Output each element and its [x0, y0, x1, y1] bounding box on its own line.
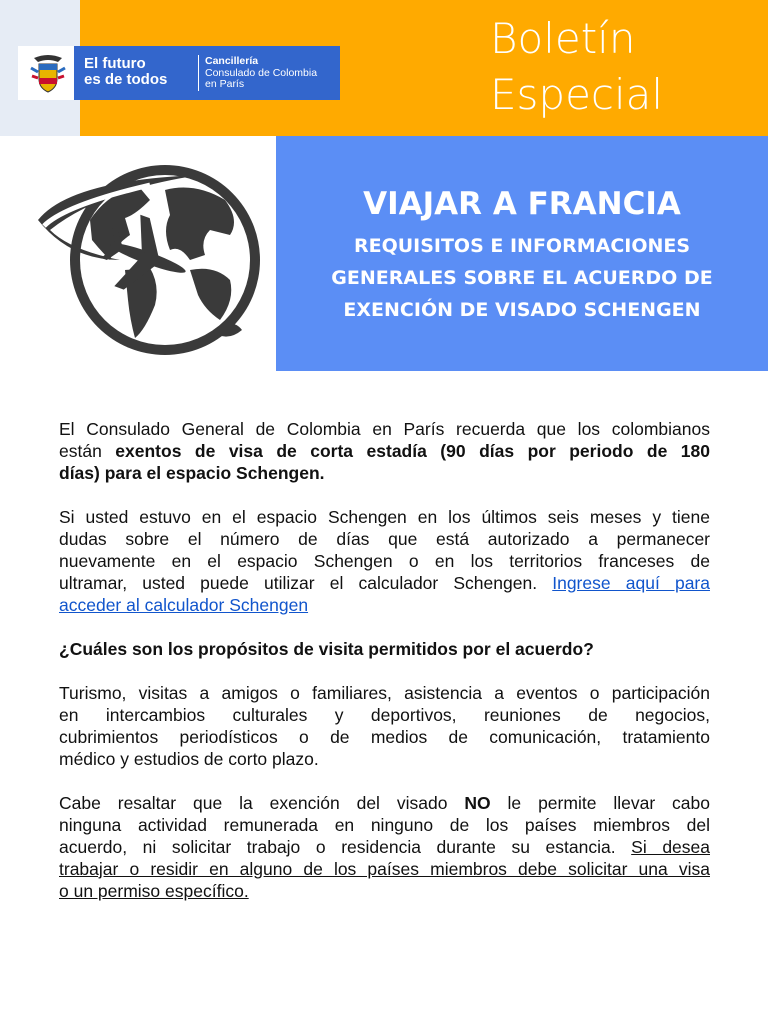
gov-slogan-line2: es de todos	[84, 71, 168, 88]
banner-subtitle-line1: REQUISITOS E INFORMACIONES	[353, 235, 691, 257]
text-segment: ultramar, usted puede utilizar el calculador Schengen.	[59, 573, 538, 593]
globe-airplane-icon	[30, 160, 280, 360]
section-question	[59, 638, 710, 660]
divider	[198, 55, 199, 91]
text-line: ninguna actividad remunerada en ninguno de los países miembros del	[59, 815, 710, 835]
emphasis-no: NO	[464, 793, 491, 813]
consulado-line1: Consulado de Colombia	[205, 67, 318, 79]
text-line: cubrimientos periodísticos o de medios de comunicación, tratamiento	[59, 727, 710, 747]
government-logo	[18, 46, 340, 100]
schengen-calculator-link-continued[interactable]: acceder al calculador Schengen	[59, 595, 309, 615]
underlined-text: trabajar o residir en alguno de los países miembros debe solicitar una visa	[59, 859, 710, 879]
consulado-line2: en París	[205, 78, 245, 90]
text-line: dudas sobre el número de días que está autorizado a permanecer	[59, 529, 710, 549]
text-line	[59, 836, 710, 858]
banner-subtitle-line2: GENERALES SOBRE EL ACUERDO DE	[331, 267, 713, 289]
paragraph-1	[59, 418, 710, 484]
text-line: Turismo, visitas a amigos o familiares, asistencia a eventos o participación	[59, 683, 710, 703]
gov-slogan-line1: El futuro	[84, 55, 146, 72]
text-segment: acuerdo, ni solicitar trabajo o residencia durante su estancia.	[59, 837, 616, 857]
text-line: Si usted estuvo en el espacio Schengen en los últimos seis meses y tiene	[59, 507, 710, 527]
text-line	[59, 572, 710, 594]
text-line: El Consulado General de Colombia en París recuerda que los colombianos	[59, 419, 710, 439]
text-line: médico y estudios de corto plazo.	[59, 749, 319, 769]
highlight-text: días) para el espacio Schengen.	[59, 463, 325, 483]
text-line: en intercambios culturales y deportivos, reuniones de negocios,	[59, 705, 710, 725]
paragraph-4	[59, 792, 710, 902]
text-line	[59, 792, 710, 814]
banner-title: VIAJAR A FRANCIA	[363, 186, 681, 222]
schengen-calculator-link[interactable]: Ingrese aquí para	[552, 573, 710, 593]
title-banner	[276, 136, 768, 371]
text-segment: están	[59, 441, 102, 461]
colombia-crest-icon	[28, 52, 68, 94]
banner-subtitle-line3: EXENCIÓN DE VISADO SCHENGEN	[343, 299, 701, 321]
cancilleria-label: Cancillería	[205, 55, 259, 67]
highlight-text: exentos de visa de corta estadía (90 días por periodo de 180	[115, 441, 710, 461]
text-line	[59, 594, 710, 616]
text-line	[59, 440, 710, 462]
text-line: nuevamente en el espacio Schengen o en los territorios franceses de	[59, 551, 710, 571]
underlined-text: Si desea	[631, 837, 710, 857]
government-brand-block	[74, 46, 340, 100]
question-heading: ¿Cuáles son los propósitos de visita permitidos por el acuerdo?	[59, 639, 594, 659]
bulletin-title-line1: Boletín	[490, 14, 636, 63]
text-segment: Cabe resaltar que la exención del visado	[59, 793, 448, 813]
bulletin-title-line2: Especial	[490, 70, 664, 119]
underlined-text: o un permiso específico.	[59, 881, 249, 901]
text-segment: le permite llevar cabo	[507, 793, 710, 813]
paragraph-3	[59, 682, 710, 770]
paragraph-2	[59, 506, 710, 616]
